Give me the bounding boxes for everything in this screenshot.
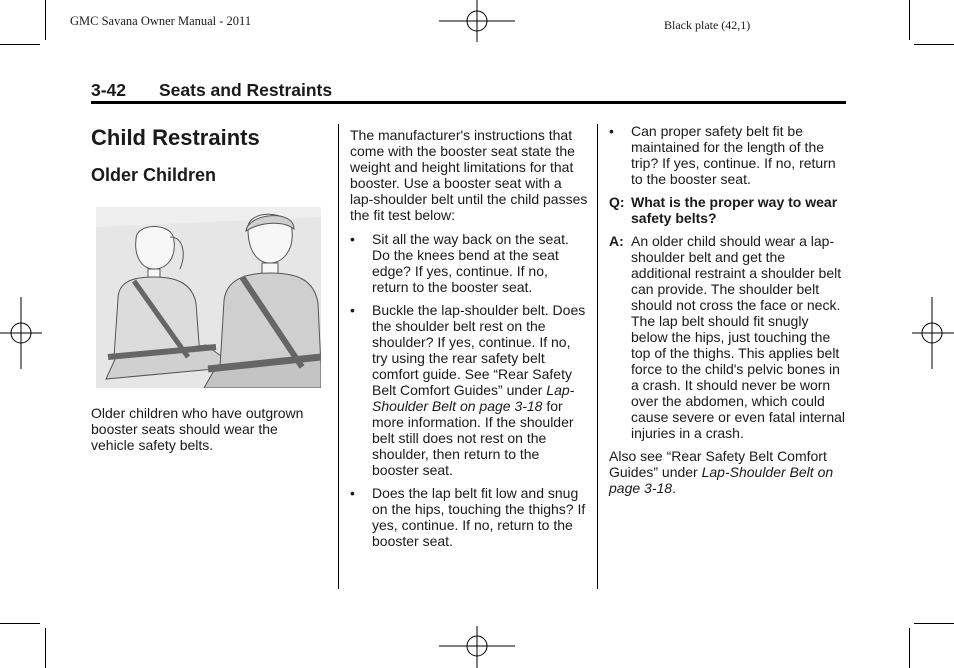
bullet-glyph: • xyxy=(350,485,355,501)
list-item xyxy=(350,302,588,478)
column-1 xyxy=(91,124,323,453)
list-item-text: Can proper safety belt fit be maintained for the length of the trip? If yes, continue. If no, return to the booster seat. xyxy=(631,123,836,187)
see-also-end: . xyxy=(672,480,676,496)
list-item xyxy=(350,231,588,295)
page-number: 3-42 xyxy=(91,80,127,100)
older-children-illustration xyxy=(96,207,321,388)
cross-reference-link[interactable]: Lap-Shoulder Belt on page 3-18 xyxy=(372,382,575,414)
list-item-text: Does the lap belt fit low and snug on the hips, touching the thighs? If yes, continue. If no, return to the booster seat. xyxy=(372,485,586,549)
answer-label: A: xyxy=(609,233,624,249)
registration-mark-left xyxy=(0,295,45,371)
answer-text: An older child should wear a lap-shoulder belt and get the additional restraint a shoulder belt can provide. The shoulder belt should not cross the face or neck. The lap belt should fit snugly below the hips, just touching the top of the thighs. This applies belt force to the child's pelvic bones in a crash. It should never be worn over the abdomen, which could cause severe or even fatal internal injuries in a crash. xyxy=(631,233,846,441)
cross-reference-link[interactable]: Lap-Shoulder Belt on page 3-18 xyxy=(609,464,834,496)
see-also-text: Also see “Rear Safety Belt Comfort Guides” under xyxy=(609,448,827,480)
section-rule xyxy=(91,101,846,104)
intro-paragraph: The manufacturer's instructions that come with the booster seat state the weight and height limitations for that booster. Use a booster seat with a lap-shoulder belt until the child passes the fit test below: xyxy=(350,127,588,223)
column-2 xyxy=(350,127,588,549)
fit-test-list xyxy=(350,231,588,549)
question-label: Q: xyxy=(609,194,625,210)
manual-title: GMC Savana Owner Manual - 2011 xyxy=(70,14,252,28)
question-block xyxy=(609,194,847,226)
continued-list xyxy=(609,123,847,187)
section-heading xyxy=(91,80,332,101)
column-divider-1 xyxy=(338,124,339,589)
registration-mark-bottom xyxy=(437,626,517,668)
column-divider-2 xyxy=(597,124,598,589)
section-title: Seats and Restraints xyxy=(159,80,333,100)
bullet-glyph: • xyxy=(350,231,355,247)
bullet-glyph: • xyxy=(609,123,614,139)
list-item-text: for more information. If the shoulder belt still does not rest on the shoulder, then return to the booster seat. xyxy=(372,398,574,478)
registration-mark-top xyxy=(437,0,517,45)
registration-mark-right xyxy=(909,295,954,371)
subsection-title: Older Children xyxy=(91,165,217,185)
caption-text: Older children who have outgrown booster seats should wear the vehicle safety belts. xyxy=(91,405,304,453)
page-title: Child Restraints xyxy=(91,125,260,150)
list-item xyxy=(609,123,847,187)
column-3 xyxy=(609,123,847,496)
bullet-glyph: • xyxy=(350,302,355,318)
plate-label: Black plate (42,1) xyxy=(664,18,751,32)
list-item-text: Sit all the way back on the seat. Do the knees bend at the seat edge? If yes, continue. If no, return to the booster seat. xyxy=(372,231,569,295)
answer-block xyxy=(609,233,847,441)
list-item-text: Buckle the lap-shoulder belt. Does the shoulder belt rest on the shoulder? If yes, continue. If no, try using the rear safety belt comfort guide. See “Rear Safety Belt Comfort Guides” under xyxy=(372,302,586,398)
see-also-paragraph xyxy=(609,448,847,496)
question-text: What is the proper way to wear safety belts? xyxy=(631,194,838,226)
list-item xyxy=(350,485,588,549)
